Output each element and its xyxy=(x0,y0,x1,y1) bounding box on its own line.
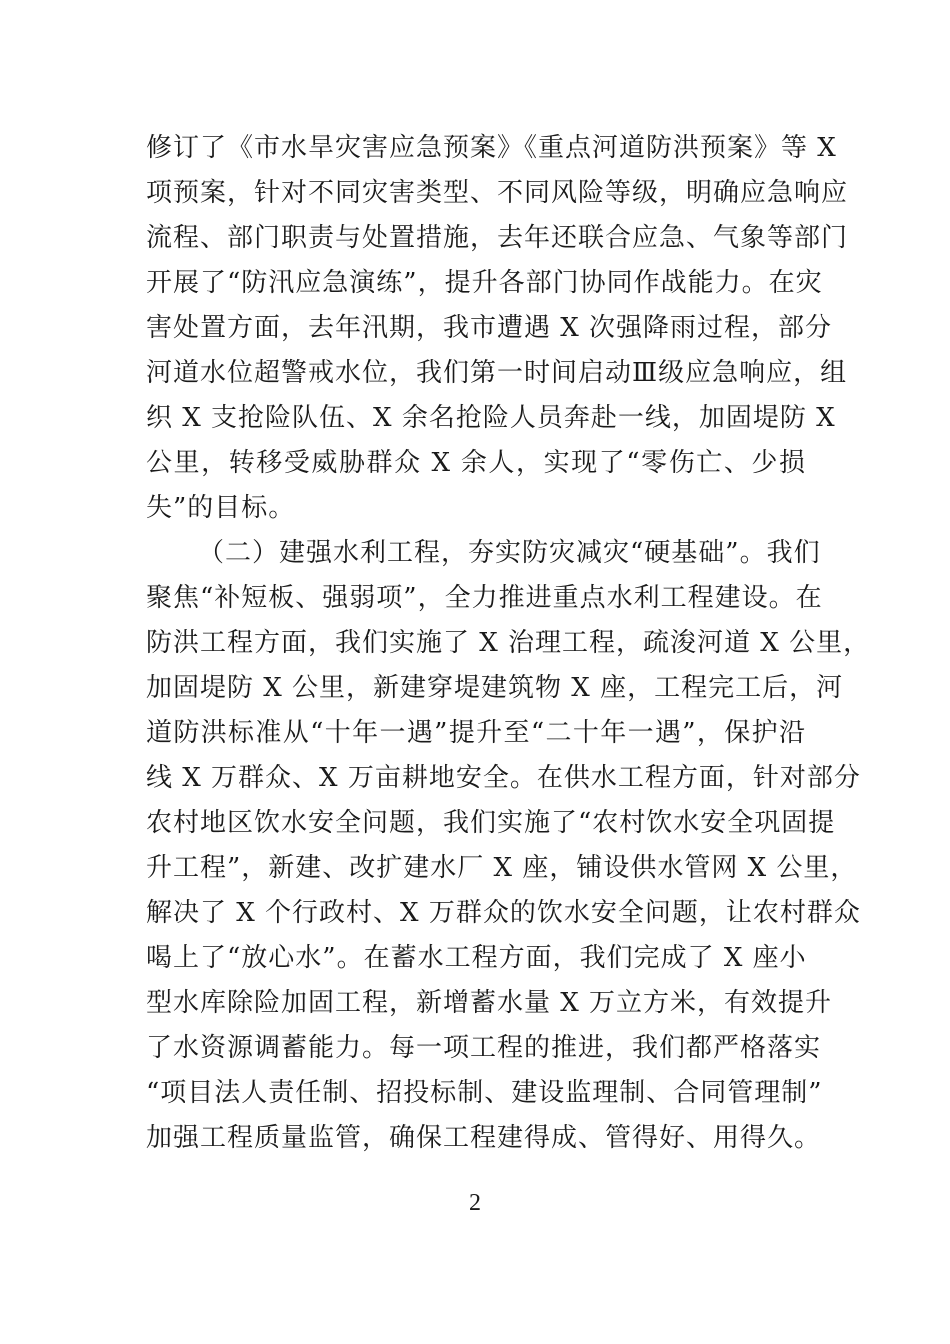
paragraph-1-line: 修订了《市水旱灾害应急预案》《重点河道防洪预案》等 X xyxy=(146,133,837,163)
paragraph-2-line: 升工程”，新建、改扩建水厂 X 座，铺设供水管网 X 公里， xyxy=(146,853,858,883)
paragraph-2-line: 农村地区饮水安全问题，我们实施了“农村饮水安全巩固提 xyxy=(146,808,836,838)
paragraph-1-line: 开展了“防汛应急演练”，提升各部门协同作战能力。在灾 xyxy=(146,268,823,298)
paragraph-1-line: 项预案，针对不同灾害类型、不同风险等级，明确应急响应 xyxy=(146,178,849,208)
paragraph-2-line: 加固堤防 X 公里，新建穿堤建筑物 X 座，工程完工后，河 xyxy=(146,673,844,703)
paragraph-2-line: 道防洪标准从“十年一遇”提升至“二十年一遇”，保护沿 xyxy=(146,718,806,748)
paragraph-2-line: 喝上了“放心水”。在蓄水工程方面，我们完成了 X 座小 xyxy=(146,943,807,973)
paragraph-1-line: 织 X 支抢险队伍、X 余名抢险人员奔赴一线，加固堤防 X xyxy=(146,403,836,433)
paragraph-2-line: 线 X 万群众、X 万亩耕地安全。在供水工程方面，针对部分 xyxy=(146,763,861,793)
paragraph-1-line: 害处置方面，去年汛期，我市遭遇 X 次强降雨过程，部分 xyxy=(146,313,833,343)
paragraph-2-line: “项目法人责任制、招投标制、建设监理制、合同管理制” xyxy=(146,1078,823,1108)
paragraph-2-line: 解决了 X 个行政村、X 万群众的饮水安全问题，让农村群众 xyxy=(146,898,861,928)
paragraph-2-line: 加强工程质量监管，确保工程建得成、管得好、用得久。 xyxy=(146,1123,822,1153)
paragraph-1-line: 失”的目标。 xyxy=(146,493,296,523)
page-number: 2 xyxy=(469,1190,481,1216)
paragraph-2-line: 了水资源调蓄能力。每一项工程的推进，我们都严格落实 xyxy=(146,1033,822,1063)
paragraph-2-line: 防洪工程方面，我们实施了 X 治理工程，疏浚河道 X 公里， xyxy=(146,628,871,658)
paragraph-1-line: 河道水位超警戒水位，我们第一时间启动Ⅲ级应急响应，组 xyxy=(146,358,848,388)
paragraph-1-line: 流程、部门职责与处置措施，去年还联合应急、气象等部门 xyxy=(146,223,849,253)
paragraph-1-line: 公里，转移受威胁群众 X 余人，实现了“零伤亡、少损 xyxy=(146,448,806,478)
paragraph-2-line: （二）建强水利工程，夯实防灾减灾“硬基础”。我们 xyxy=(198,538,821,568)
paragraph-2-line: 型水库除险加固工程，新增蓄水量 X 万立方米，有效提升 xyxy=(146,988,833,1018)
paragraph-2-line: 聚焦“补短板、强弱项”，全力推进重点水利工程建设。在 xyxy=(146,583,823,613)
